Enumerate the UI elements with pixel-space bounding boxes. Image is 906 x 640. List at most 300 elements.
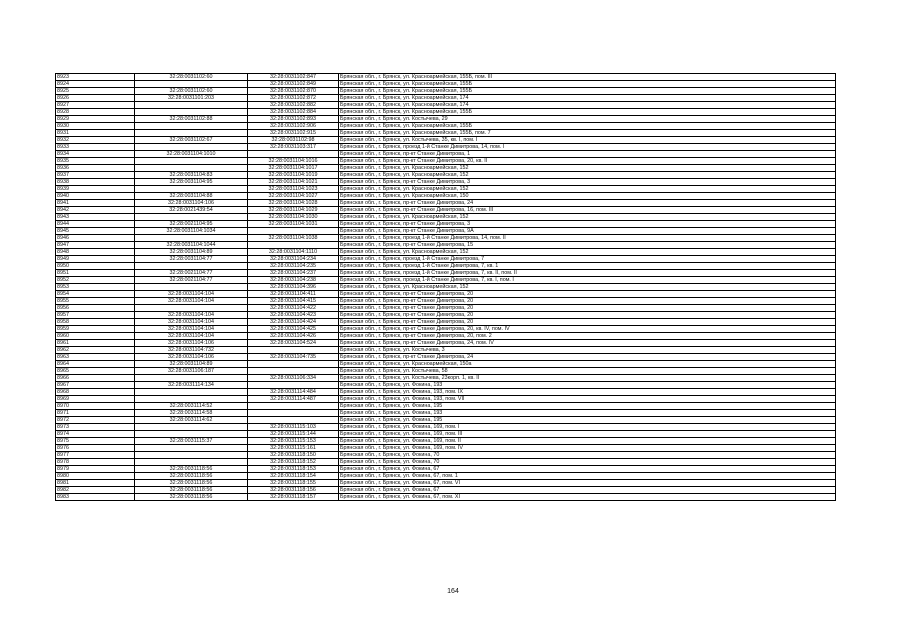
address-cell: Брянская обл., г. Брянск, ул. Красноармейская, 152 — [339, 165, 836, 172]
land-parcel-cell — [135, 305, 248, 312]
row-number-cell: 8967 — [56, 382, 135, 389]
object-number-cell: 32:28:0031103:317 — [248, 144, 339, 151]
row-number-cell: 8966 — [56, 375, 135, 382]
land-parcel-cell — [135, 431, 248, 438]
object-number-cell — [248, 403, 339, 410]
object-number-cell: 32:28:0031118:156 — [248, 487, 339, 494]
address-cell: Брянская обл., г. Брянск, ул. Красноармейская, 152 — [339, 284, 836, 291]
row-number-cell: 8926 — [56, 95, 135, 102]
object-number-cell: 32:28:0031102:884 — [248, 109, 339, 116]
address-cell: Брянская обл., г. Брянск, пр-кт Станке Димитрова, 20 — [339, 291, 836, 298]
address-cell: Брянская обл., г. Брянск, ул. Костычева, 35, кв. I, пом. I — [339, 137, 836, 144]
table-row — [56, 249, 836, 256]
object-number-cell: 32:28:0031104:423 — [248, 312, 339, 319]
row-number-cell: 8970 — [56, 403, 135, 410]
table-row — [56, 277, 836, 284]
land-parcel-cell: 32:28:0031114:62 — [135, 417, 248, 424]
table-row — [56, 179, 836, 186]
address-cell: Брянская обл., г. Брянск, пр-кт Станке Димитрова, 1 — [339, 151, 836, 158]
object-number-cell: 32:28:0031102:915 — [248, 130, 339, 137]
address-cell: Брянская обл., г. Брянск, ул. Фокина, 169, пом. IV — [339, 445, 836, 452]
land-parcel-cell: 32:28:0031118:56 — [135, 473, 248, 480]
address-cell: Брянская обл., г. Брянск, ул. Красноармейская, 174 — [339, 102, 836, 109]
object-number-cell: 32:28:0031102:893 — [248, 116, 339, 123]
table-row — [56, 123, 836, 130]
land-parcel-cell: 32:28:0031114:134 — [135, 382, 248, 389]
row-number-cell: 8962 — [56, 347, 135, 354]
table-row — [56, 137, 836, 144]
address-cell: Брянская обл., г. Брянск, пр-кт Станке Димитрова, 24 — [339, 354, 836, 361]
row-number-cell: 8941 — [56, 200, 135, 207]
object-number-cell: 32:28:0031104:235 — [248, 263, 339, 270]
object-number-cell: 32:28:0031104:396 — [248, 284, 339, 291]
object-number-cell: 32:28:0031104:1021 — [248, 179, 339, 186]
address-cell: Брянская обл., г. Брянск, пр-кт Станке Димитрова, 9А — [339, 228, 836, 235]
row-number-cell: 8927 — [56, 102, 135, 109]
row-number-cell: 8945 — [56, 228, 135, 235]
address-cell: Брянская обл., г. Брянск, ул. Фокина, 195 — [339, 403, 836, 410]
object-number-cell: 32:28:0031115:161 — [248, 445, 339, 452]
table-row — [56, 116, 836, 123]
object-number-cell: 32:28:0031104:415 — [248, 298, 339, 305]
table-row — [56, 410, 836, 417]
row-number-cell: 8976 — [56, 445, 135, 452]
row-number-cell: 8972 — [56, 417, 135, 424]
object-number-cell: 32:28:0031102:870 — [248, 88, 339, 95]
object-number-cell: 32:28:0031115:144 — [248, 431, 339, 438]
object-number-cell — [248, 410, 339, 417]
object-number-cell — [248, 347, 339, 354]
row-number-cell: 8925 — [56, 88, 135, 95]
land-parcel-cell: 32:28:0021439:54 — [135, 207, 248, 214]
row-number-cell: 8934 — [56, 151, 135, 158]
land-parcel-cell: 32:28:0031118:56 — [135, 480, 248, 487]
table-row — [56, 256, 836, 263]
table-row — [56, 424, 836, 431]
address-cell: Брянская обл., г. Брянск, ул. Красноармейская, 155Б, пом. 7 — [339, 130, 836, 137]
land-parcel-cell — [135, 214, 248, 221]
row-number-cell: 8957 — [56, 312, 135, 319]
object-number-cell: 32:28:0031104:1023 — [248, 186, 339, 193]
row-number-cell: 8959 — [56, 326, 135, 333]
object-number-cell: 32:28:0031106:334 — [248, 375, 339, 382]
land-parcel-cell: 32:28:0031104:104 — [135, 312, 248, 319]
object-number-cell: 32:28:0031104:411 — [248, 291, 339, 298]
object-number-cell: 32:28:0031118:153 — [248, 466, 339, 473]
table-row — [56, 151, 836, 158]
land-parcel-cell: 32:28:0031104:1034 — [135, 228, 248, 235]
object-number-cell — [248, 382, 339, 389]
row-number-cell: 8978 — [56, 459, 135, 466]
address-cell: Брянская обл., г. Брянск, ул. Красноармейская, 155Б — [339, 123, 836, 130]
land-parcel-cell — [135, 452, 248, 459]
row-number-cell: 8949 — [56, 256, 135, 263]
land-parcel-cell: 32:28:0031104:104 — [135, 298, 248, 305]
land-parcel-cell — [135, 284, 248, 291]
address-cell: Брянская обл., г. Брянск, пр-кт Станке Димитрова, 15 — [339, 242, 836, 249]
table-row — [56, 298, 836, 305]
land-parcel-cell: 32:28:0031101:203 — [135, 95, 248, 102]
row-number-cell: 8975 — [56, 438, 135, 445]
address-cell: Брянская обл., г. Брянск, пр-кт Станке Димитрова, 20, пом. 2 — [339, 333, 836, 340]
table-row — [56, 88, 836, 95]
address-cell: Брянская обл., г. Брянск, ул. Красноармейская, 155Б — [339, 88, 836, 95]
land-parcel-cell: 32:28:0031102:60 — [135, 74, 248, 81]
table-row — [56, 284, 836, 291]
object-number-cell: 32:28:0031114:484 — [248, 389, 339, 396]
address-cell: Брянская обл., г. Брянск, ул. Красноармейская, 174 — [339, 95, 836, 102]
object-number-cell — [248, 361, 339, 368]
object-number-cell — [248, 151, 339, 158]
land-parcel-cell: 32:28:0031104:89 — [135, 249, 248, 256]
land-parcel-cell: 32:28:0031104:83 — [135, 172, 248, 179]
land-parcel-cell — [135, 102, 248, 109]
land-parcel-cell: 32:28:0031118:56 — [135, 494, 248, 501]
object-number-cell: 32:28:0031104:1038 — [248, 235, 339, 242]
address-cell: Брянская обл., г. Брянск, ул. Красноармейская, 155Б, пом. III — [339, 74, 836, 81]
land-parcel-cell — [135, 389, 248, 396]
land-parcel-cell: 32:28:0031104:88 — [135, 193, 248, 200]
row-number-cell: 8982 — [56, 487, 135, 494]
land-parcel-cell: 32:28:0031104:89 — [135, 361, 248, 368]
land-parcel-cell — [135, 375, 248, 382]
table-row — [56, 74, 836, 81]
object-number-cell: 32:28:0031118:154 — [248, 473, 339, 480]
land-parcel-cell: 32:28:0031115:37 — [135, 438, 248, 445]
address-cell: Брянская обл., г. Брянск, ул. Красноармейская, 150а — [339, 361, 836, 368]
land-parcel-cell — [135, 158, 248, 165]
row-number-cell: 8951 — [56, 270, 135, 277]
row-number-cell: 8933 — [56, 144, 135, 151]
row-number-cell: 8935 — [56, 158, 135, 165]
table-row — [56, 361, 836, 368]
object-number-cell: 32:28:0031104:1031 — [248, 221, 339, 228]
address-cell: Брянская обл., г. Брянск, проезд 1-й Станке Димитрова, 14, пом. II — [339, 235, 836, 242]
table-row — [56, 445, 836, 452]
table-row — [56, 389, 836, 396]
address-cell: Брянская обл., г. Брянск, проезд 1-й Станке Димитрова, 14, пом. I — [339, 144, 836, 151]
land-parcel-cell — [135, 235, 248, 242]
object-number-cell — [248, 417, 339, 424]
object-number-cell: 32:28:0031118:152 — [248, 459, 339, 466]
object-number-cell: 32:28:0031104:1027 — [248, 193, 339, 200]
object-number-cell: 32:28:0031104:238 — [248, 277, 339, 284]
land-parcel-cell: 32:28:0031104:77 — [135, 256, 248, 263]
row-number-cell: 8979 — [56, 466, 135, 473]
table-row — [56, 235, 836, 242]
table-row — [56, 459, 836, 466]
row-number-cell: 8968 — [56, 389, 135, 396]
registry-table — [55, 73, 836, 501]
land-parcel-cell: 32:28:0031102:60 — [135, 88, 248, 95]
address-cell: Брянская обл., г. Брянск, проезд 1-й Станке Димитрова, 7 — [339, 256, 836, 263]
table-row — [56, 375, 836, 382]
address-cell: Брянская обл., г. Брянск, ул. Фокина, 169, пом. II — [339, 438, 836, 445]
land-parcel-cell: 32:28:0031106:187 — [135, 368, 248, 375]
table-row — [56, 242, 836, 249]
land-parcel-cell — [135, 445, 248, 452]
row-number-cell: 8948 — [56, 249, 135, 256]
address-cell: Брянская обл., г. Брянск, пр-кт Станке Димитрова, 20, кв. IV, пом. IV — [339, 326, 836, 333]
address-cell: Брянская обл., г. Брянск, ул. Костычева, 29 — [339, 116, 836, 123]
land-parcel-cell — [135, 130, 248, 137]
address-cell: Брянская обл., г. Брянск, ул. Красноармейская, 152 — [339, 214, 836, 221]
address-cell: Брянская обл., г. Брянск, ул. Красноармейская, 155Б — [339, 81, 836, 88]
table-row — [56, 438, 836, 445]
land-parcel-cell — [135, 123, 248, 130]
registry-table-body — [56, 74, 836, 501]
table-row — [56, 340, 836, 347]
land-parcel-cell: 32:28:0031102:88 — [135, 116, 248, 123]
row-number-cell: 8981 — [56, 480, 135, 487]
table-row — [56, 347, 836, 354]
table-row — [56, 144, 836, 151]
land-parcel-cell — [135, 186, 248, 193]
address-cell: Брянская обл., г. Брянск, ул. Красноармейская, 152 — [339, 249, 836, 256]
row-number-cell: 8956 — [56, 305, 135, 312]
table-row — [56, 81, 836, 88]
land-parcel-cell: 32:28:0031104:732 — [135, 347, 248, 354]
object-number-cell — [248, 242, 339, 249]
table-row — [56, 186, 836, 193]
table-row — [56, 431, 836, 438]
land-parcel-cell: 32:28:0031104:106 — [135, 340, 248, 347]
row-number-cell: 8955 — [56, 298, 135, 305]
object-number-cell: 32:28:0031104:1029 — [248, 207, 339, 214]
address-cell: Брянская обл., г. Брянск, пр-кт Станке Димитрова, 20 — [339, 305, 836, 312]
row-number-cell: 8960 — [56, 333, 135, 340]
table-row — [56, 305, 836, 312]
object-number-cell: 32:28:0031102:872 — [248, 95, 339, 102]
object-number-cell — [248, 228, 339, 235]
object-number-cell: 32:28:0031104:524 — [248, 340, 339, 347]
row-number-cell: 8939 — [56, 186, 135, 193]
land-parcel-cell — [135, 459, 248, 466]
object-number-cell: 32:28:0031104:422 — [248, 305, 339, 312]
address-cell: Брянская обл., г. Брянск, ул. Фокина, 67 — [339, 466, 836, 473]
land-parcel-cell: 32:28:0031104:106 — [135, 200, 248, 207]
land-parcel-cell: 32:28:0021104:77 — [135, 277, 248, 284]
table-row — [56, 95, 836, 102]
table-row — [56, 452, 836, 459]
row-number-cell: 8929 — [56, 116, 135, 123]
land-parcel-cell: 32:28:0031104:104 — [135, 333, 248, 340]
land-parcel-cell — [135, 263, 248, 270]
address-cell: Брянская обл., г. Брянск, ул. Костычева, 58 — [339, 368, 836, 375]
table-row — [56, 312, 836, 319]
table-row — [56, 354, 836, 361]
table-row — [56, 417, 836, 424]
address-cell: Брянская обл., г. Брянск, ул. Фокина, 67 — [339, 487, 836, 494]
address-cell: Брянская обл., г. Брянск, ул. Фокина, 70 — [339, 459, 836, 466]
address-cell: Брянская обл., г. Брянск, ул. Фокина, 70 — [339, 452, 836, 459]
address-cell: Брянская обл., г. Брянск, ул. Красноармейская, 155Б — [339, 109, 836, 116]
address-cell: Брянская обл., г. Брянск, проезд 1-й Станке Димитрова, 7, кв. 1 — [339, 263, 836, 270]
land-parcel-cell — [135, 144, 248, 151]
address-cell: Брянская обл., г. Брянск, проезд 1-й Станке Димитрова, 7, кв. I, пом. I — [339, 277, 836, 284]
address-cell: Брянская обл., г. Брянск, пр-кт Станке Димитрова, 3 — [339, 179, 836, 186]
land-parcel-cell: 32:28:0031118:56 — [135, 466, 248, 473]
land-parcel-cell: 32:28:0031104:104 — [135, 319, 248, 326]
table-row — [56, 291, 836, 298]
address-cell: Брянская обл., г. Брянск, ул. Фокина, 195 — [339, 417, 836, 424]
row-number-cell: 8946 — [56, 235, 135, 242]
address-cell: Брянская обл., г. Брянск, ул. Фокина, 67, пом. 1 — [339, 473, 836, 480]
row-number-cell: 8937 — [56, 172, 135, 179]
table-row — [56, 270, 836, 277]
address-cell: Брянская обл., г. Брянск, ул. Красноармейская, 152 — [339, 172, 836, 179]
table-row — [56, 319, 836, 326]
address-cell: Брянская обл., г. Брянск, пр-кт Станке Димитрова, 20, кв. II — [339, 158, 836, 165]
land-parcel-cell: 32:28:0021104:95 — [135, 221, 248, 228]
row-number-cell: 8977 — [56, 452, 135, 459]
address-cell: Брянская обл., г. Брянск, ул. Костычева, 3 — [339, 347, 836, 354]
row-number-cell: 8971 — [56, 410, 135, 417]
row-number-cell: 8952 — [56, 277, 135, 284]
table-row — [56, 494, 836, 501]
object-number-cell: 32:28:0031104:425 — [248, 326, 339, 333]
object-number-cell: 32:28:0031104:735 — [248, 354, 339, 361]
object-number-cell: 32:28:0031118:150 — [248, 452, 339, 459]
object-number-cell: 32:28:0031104:1110 — [248, 249, 339, 256]
object-number-cell: 32:28:0031102:98 — [248, 137, 339, 144]
table-row — [56, 102, 836, 109]
table-row — [56, 172, 836, 179]
address-cell: Брянская обл., г. Брянск, ул. Фокина, 67, пом. VI — [339, 480, 836, 487]
object-number-cell: 32:28:0031104:424 — [248, 319, 339, 326]
address-cell: Брянская обл., г. Брянск, ул. Фокина, 169, пом. I — [339, 424, 836, 431]
land-parcel-cell — [135, 109, 248, 116]
address-cell: Брянская обл., г. Брянск, ул. Фокина, 193 — [339, 410, 836, 417]
object-number-cell: 32:28:0031118:155 — [248, 480, 339, 487]
row-number-cell: 8980 — [56, 473, 135, 480]
land-parcel-cell — [135, 81, 248, 88]
land-parcel-cell: 32:28:0031118:56 — [135, 487, 248, 494]
row-number-cell: 8936 — [56, 165, 135, 172]
object-number-cell: 32:28:0031104:1028 — [248, 200, 339, 207]
object-number-cell: 32:28:0031104:234 — [248, 256, 339, 263]
row-number-cell: 8950 — [56, 263, 135, 270]
row-number-cell: 8983 — [56, 494, 135, 501]
table-row — [56, 130, 836, 137]
table-row — [56, 396, 836, 403]
object-number-cell: 32:28:0031114:487 — [248, 396, 339, 403]
row-number-cell: 8969 — [56, 396, 135, 403]
table-row — [56, 333, 836, 340]
land-parcel-cell: 32:28:0031114:58 — [135, 410, 248, 417]
object-number-cell — [248, 368, 339, 375]
table-row — [56, 368, 836, 375]
land-parcel-cell — [135, 424, 248, 431]
table-row — [56, 109, 836, 116]
object-number-cell: 32:28:0031102:906 — [248, 123, 339, 130]
table-row — [56, 214, 836, 221]
row-number-cell: 8940 — [56, 193, 135, 200]
table-row — [56, 480, 836, 487]
table-row — [56, 403, 836, 410]
address-cell: Брянская обл., г. Брянск, ул. Красноармейская, 152 — [339, 186, 836, 193]
page-number: 164 — [447, 588, 459, 595]
row-number-cell: 8965 — [56, 368, 135, 375]
address-cell: Брянская обл., г. Брянск, ул. Фокина, 193 — [339, 382, 836, 389]
address-cell: Брянская обл., г. Брянск, ул. Фокина, 193, пом. VII — [339, 396, 836, 403]
address-cell: Брянская обл., г. Брянск, ул. Фокина, 193, пом. IX — [339, 389, 836, 396]
object-number-cell: 32:28:0031102:847 — [248, 74, 339, 81]
address-cell: Брянская обл., г. Брянск, пр-кт Станке Димитрова, 16, пом. III — [339, 207, 836, 214]
row-number-cell: 8953 — [56, 284, 135, 291]
address-cell: Брянская обл., г. Брянск, пр-кт Станке Димитрова, 20 — [339, 319, 836, 326]
object-number-cell: 32:28:0031115:153 — [248, 438, 339, 445]
address-cell: Брянская обл., г. Брянск, пр-кт Станке Димитрова, 20 — [339, 312, 836, 319]
land-parcel-cell — [135, 165, 248, 172]
table-row — [56, 326, 836, 333]
land-parcel-cell — [135, 396, 248, 403]
table-row — [56, 165, 836, 172]
table-row — [56, 473, 836, 480]
object-number-cell: 32:28:0031115:103 — [248, 424, 339, 431]
row-number-cell: 8942 — [56, 207, 135, 214]
land-parcel-cell: 32:28:0031114:52 — [135, 403, 248, 410]
row-number-cell: 8961 — [56, 340, 135, 347]
land-parcel-cell: 32:28:0021104:77 — [135, 270, 248, 277]
land-parcel-cell: 32:28:0031104:106 — [135, 354, 248, 361]
address-cell: Брянская обл., г. Брянск, ул. Фокина, 169, пом. III — [339, 431, 836, 438]
row-number-cell: 8923 — [56, 74, 135, 81]
table-row — [56, 200, 836, 207]
address-cell: Брянская обл., г. Брянск, пр-кт Станке Димитрова, 20 — [339, 298, 836, 305]
object-number-cell: 32:28:0031104:237 — [248, 270, 339, 277]
row-number-cell: 8964 — [56, 361, 135, 368]
object-number-cell: 32:28:0031118:157 — [248, 494, 339, 501]
row-number-cell: 8943 — [56, 214, 135, 221]
table-row — [56, 263, 836, 270]
object-number-cell: 32:28:0031104:426 — [248, 333, 339, 340]
land-parcel-cell: 32:28:0031102:67 — [135, 137, 248, 144]
address-cell: Брянская обл., г. Брянск, проезд 1-й Станке Димитрова, 7, кв. II, пом. II — [339, 270, 836, 277]
land-parcel-cell: 32:28:0031104:1010 — [135, 151, 248, 158]
row-number-cell: 8954 — [56, 291, 135, 298]
row-number-cell: 8963 — [56, 354, 135, 361]
object-number-cell: 32:28:0031102:849 — [248, 81, 339, 88]
object-number-cell: 32:28:0031104:1017 — [248, 165, 339, 172]
object-number-cell: 32:28:0031104:1019 — [248, 172, 339, 179]
address-cell: Брянская обл., г. Брянск, пр-кт Станке Димитрова, 24 — [339, 200, 836, 207]
address-cell: Брянская обл., г. Брянск, ул. Костычева, 23корп. 1, кв. II — [339, 375, 836, 382]
object-number-cell: 32:28:0031104:1030 — [248, 214, 339, 221]
row-number-cell: 8932 — [56, 137, 135, 144]
table-row — [56, 382, 836, 389]
row-number-cell: 8958 — [56, 319, 135, 326]
row-number-cell: 8944 — [56, 221, 135, 228]
row-number-cell: 8928 — [56, 109, 135, 116]
object-number-cell: 32:28:0031104:1016 — [248, 158, 339, 165]
land-parcel-cell: 32:28:0031104:104 — [135, 326, 248, 333]
table-row — [56, 158, 836, 165]
land-parcel-cell: 32:28:0031104:104 — [135, 291, 248, 298]
table-row — [56, 221, 836, 228]
table-row — [56, 193, 836, 200]
land-parcel-cell: 32:28:0031104:1044 — [135, 242, 248, 249]
row-number-cell: 8973 — [56, 424, 135, 431]
row-number-cell: 8924 — [56, 81, 135, 88]
address-cell: Брянская обл., г. Брянск, пр-кт Станке Димитрова, 24, пом. IV — [339, 340, 836, 347]
table-row — [56, 228, 836, 235]
row-number-cell: 8930 — [56, 123, 135, 130]
table-row — [56, 487, 836, 494]
row-number-cell: 8938 — [56, 179, 135, 186]
row-number-cell: 8974 — [56, 431, 135, 438]
row-number-cell: 8931 — [56, 130, 135, 137]
